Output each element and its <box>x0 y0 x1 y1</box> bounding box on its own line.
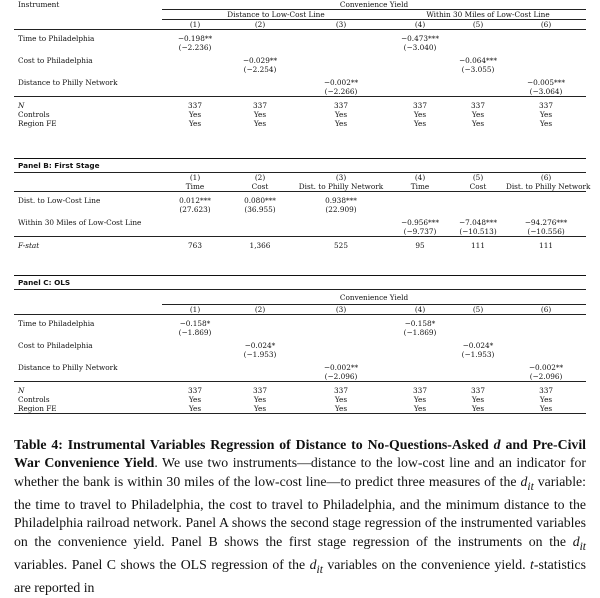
tstat-cell <box>390 87 450 97</box>
tstat-cell <box>506 328 586 337</box>
stat-cell: Yes <box>506 404 586 414</box>
tstat-cell: (36.955) <box>244 205 276 214</box>
col-number: (2) <box>228 173 292 183</box>
coef-cell <box>390 363 450 372</box>
tstat-cell <box>292 328 390 337</box>
stat-cell: Yes <box>334 395 348 404</box>
table-row <box>14 319 586 328</box>
coef-cell: −0.029** <box>242 56 278 65</box>
coef-cell <box>506 341 586 350</box>
coef-cell: −0.005*** <box>527 78 565 87</box>
tstat-cell: (−3.055) <box>461 65 495 74</box>
row-label: Distance to Philly Network <box>18 363 118 372</box>
coef-cell <box>162 78 228 87</box>
stat-cell: 337 <box>539 101 553 110</box>
col-subheader: Time <box>162 182 228 192</box>
panel-a-col-numbers <box>14 20 586 30</box>
table-row <box>14 363 586 372</box>
col-subheader: Cost <box>228 182 292 192</box>
coef-cell <box>450 196 506 205</box>
tstat-cell <box>390 205 450 214</box>
coef-cell: −0.002** <box>323 78 359 87</box>
tstat-row <box>14 227 586 237</box>
coef-cell <box>162 56 228 65</box>
col-number: (1) <box>162 305 228 315</box>
tstat-cell: (−1.869) <box>403 328 437 337</box>
row-label: Cost to Philadelphia <box>18 56 93 65</box>
coef-cell <box>506 56 586 65</box>
coef-cell <box>450 34 506 43</box>
tstat-cell <box>228 372 292 382</box>
row-label: Cost to Philadelphia <box>18 341 93 350</box>
tstat-row <box>14 350 586 359</box>
row-label: Controls <box>18 110 50 119</box>
coef-cell <box>506 34 586 43</box>
coef-cell <box>228 78 292 87</box>
row-label: Dist. to Low-Cost Line <box>18 196 101 205</box>
col-number: (3) <box>292 173 390 183</box>
stat-cell: Yes <box>188 395 202 404</box>
panel-c-col-numbers <box>14 305 586 315</box>
caption-text: variable: the time to travel to Philadelphia, the cost to travel to Philadelphia, and the minimum distance to the Philadelphia railroad network. Panel A shows the second stage regression of the instrumented variables on the convenience yield. Panel B shows the first stage regression of the instruments on the <box>14 473 587 549</box>
stat-cell: Yes <box>539 110 553 119</box>
stat-cell: Yes <box>253 395 267 404</box>
stat-cell: Yes <box>334 110 348 119</box>
tstat-cell <box>506 65 586 74</box>
tstat-cell <box>162 350 228 359</box>
coef-cell <box>390 341 450 350</box>
table-row <box>14 196 586 205</box>
tstat-cell <box>292 350 390 359</box>
tstat-cell: (−3.064) <box>506 87 586 97</box>
stat-cell: Yes <box>188 119 202 128</box>
panel-c-top-group-row <box>14 290 586 305</box>
stat-cell: 337 <box>253 101 267 110</box>
panel-a-table <box>14 0 586 128</box>
stat-cell: 111 <box>539 241 553 250</box>
col-number: (4) <box>390 173 450 183</box>
tstat-cell <box>506 205 586 214</box>
coef-cell <box>506 319 586 328</box>
coef-cell <box>292 218 390 227</box>
tstat-cell <box>390 65 450 74</box>
col-subheader: Time <box>390 182 450 192</box>
table-caption <box>14 436 586 598</box>
coef-cell: 0.012*** <box>179 196 211 205</box>
tstat-cell: (−2.236) <box>178 43 212 52</box>
stat-cell: 337 <box>188 386 202 395</box>
coef-cell: −94.276*** <box>524 218 568 227</box>
stat-cell: Yes <box>413 395 427 404</box>
caption-title-part-a: Instrumental Variables Regression of Distance to No-Questions-Asked <box>67 437 489 452</box>
col-number: (5) <box>450 20 506 30</box>
tstat-cell: (22.909) <box>325 205 357 214</box>
stat-cell: 337 <box>188 101 202 110</box>
coef-cell <box>162 218 228 227</box>
tstat-cell <box>228 43 292 52</box>
row-label: Region FE <box>14 404 162 414</box>
panel-a-top-group: Convenience Yield <box>162 0 586 10</box>
tstat-row <box>14 43 586 52</box>
coef-cell <box>228 319 292 328</box>
col-number: (5) <box>450 305 506 315</box>
tstat-cell <box>162 227 228 237</box>
coef-cell <box>506 196 586 205</box>
coef-cell: −0.473*** <box>401 34 439 43</box>
coef-cell <box>228 218 292 227</box>
row-label: Within 30 Miles of Low-Cost Line <box>18 218 142 227</box>
row-label: Distance to Philly Network <box>18 78 118 87</box>
row-label: Region FE <box>18 119 57 128</box>
caption-variable: d <box>309 556 317 572</box>
tstat-cell <box>292 43 390 52</box>
stat-cell: 337 <box>334 101 348 110</box>
tstat-cell <box>506 350 586 359</box>
stat-cell: Yes <box>253 110 267 119</box>
stat-cell: Yes <box>471 119 485 128</box>
col-number: (2) <box>228 305 292 315</box>
tstat-cell <box>228 87 292 97</box>
col-number: (3) <box>292 305 390 315</box>
tstat-cell: (−10.556) <box>506 227 586 237</box>
stat-cell: Yes <box>390 404 450 414</box>
tstat-cell: (−2.266) <box>292 87 390 97</box>
tstat-cell: (−1.953) <box>243 350 277 359</box>
coef-cell: −0.002** <box>528 363 564 372</box>
caption-variable: d <box>520 473 528 489</box>
coef-cell: −0.158* <box>404 319 436 328</box>
stat-cell: Yes <box>539 395 553 404</box>
stat-cell: 337 <box>413 101 427 110</box>
caption-text: variables. Panel C shows the OLS regression of the <box>14 556 310 572</box>
tstat-row <box>14 65 586 74</box>
stat-row-n <box>14 101 586 110</box>
caption-title-part-b: and Pre-Civil War Convenience Yield <box>14 437 586 471</box>
tstat-cell <box>292 65 390 74</box>
coef-cell <box>292 34 390 43</box>
panel-c-title: Panel C: OLS <box>14 276 586 290</box>
col-number: (4) <box>390 20 450 30</box>
coef-cell <box>292 56 390 65</box>
tstat-cell: (−1.869) <box>178 328 212 337</box>
stat-cell: 337 <box>334 386 348 395</box>
panel-b-table <box>14 158 591 250</box>
stat-row-controls <box>14 395 586 404</box>
stat-cell: 763 <box>188 241 202 250</box>
caption-text: -statistics are reported in <box>14 556 586 596</box>
stat-cell: 337 <box>413 386 427 395</box>
row-label: N <box>18 101 25 110</box>
table-row <box>14 341 586 350</box>
stat-cell: 111 <box>471 241 485 250</box>
caption-variable: d <box>572 533 580 549</box>
tstat-cell <box>292 227 390 237</box>
coef-cell: 0.080*** <box>244 196 276 205</box>
table-row <box>14 218 586 227</box>
coef-cell: −0.024* <box>462 341 494 350</box>
stat-cell: 95 <box>415 241 425 250</box>
coef-cell: −7.048*** <box>459 218 497 227</box>
tstat-cell: (−1.953) <box>461 350 495 359</box>
coef-cell <box>450 319 506 328</box>
tstat-row <box>14 328 586 337</box>
tstat-cell <box>450 328 506 337</box>
stat-cell: Yes <box>228 404 292 414</box>
stat-cell: 337 <box>253 386 267 395</box>
col-subheader: Dist. to Philly Network <box>506 182 591 191</box>
coef-cell <box>292 341 390 350</box>
coef-cell <box>450 363 506 372</box>
panel-b-col-numbers <box>14 173 586 183</box>
stat-cell: Yes <box>471 110 485 119</box>
stat-cell: Yes <box>188 110 202 119</box>
caption-text: . We use two instruments—distance to the low-cost line and an indicator for whether the bank is within 30 miles of the low-cost line—to predict three measures of the <box>14 455 586 489</box>
stat-cell: Yes <box>253 119 267 128</box>
panel-a-group-2: Within 30 Miles of Low-Cost Line <box>390 10 586 20</box>
stat-cell: Yes <box>413 110 427 119</box>
stat-cell: Yes <box>292 404 390 414</box>
tstat-cell <box>162 372 228 382</box>
row-label: F-stat <box>18 241 40 250</box>
col-number: (6) <box>506 20 586 30</box>
caption-variable-subscript: it <box>579 540 586 553</box>
col-number: (6) <box>506 173 586 183</box>
tstat-cell <box>390 372 450 382</box>
stat-row-n <box>14 386 586 395</box>
panel-b-title-row <box>14 159 586 173</box>
stat-cell: 337 <box>471 101 485 110</box>
tstat-row <box>14 87 586 97</box>
fstat-row <box>14 241 586 250</box>
row-label: N <box>18 386 25 395</box>
row-label: Controls <box>18 395 50 404</box>
tstat-cell <box>162 65 228 74</box>
col-number: (6) <box>506 305 586 315</box>
col-number: (5) <box>450 173 506 183</box>
tstat-cell <box>450 43 506 52</box>
panel-a-top-group-row <box>14 0 586 10</box>
coef-cell: −0.024* <box>244 341 276 350</box>
coef-cell <box>162 363 228 372</box>
tstat-cell: (−3.040) <box>403 43 437 52</box>
coef-cell <box>450 78 506 87</box>
panel-c-top-group: Convenience Yield <box>162 290 586 305</box>
tstat-cell <box>450 205 506 214</box>
tstat-cell: (−2.096) <box>292 372 390 382</box>
table-row <box>14 56 586 65</box>
tstat-cell <box>450 87 506 97</box>
tstat-cell: (−9.737) <box>390 227 450 237</box>
stat-cell: 337 <box>471 386 485 395</box>
panel-a-instrument-header: Instrument <box>18 0 60 9</box>
panel-b-subcols <box>14 182 586 192</box>
table-row <box>14 34 586 43</box>
stat-cell: Yes <box>162 404 228 414</box>
stat-cell: Yes <box>334 119 348 128</box>
panel-a-group-1: Distance to Low-Cost Line <box>162 10 390 20</box>
tstat-cell: (−2.254) <box>243 65 277 74</box>
coef-cell <box>390 196 450 205</box>
tstat-cell <box>228 328 292 337</box>
table-row <box>14 78 586 87</box>
coef-cell: −0.956*** <box>401 218 439 227</box>
stat-cell: Yes <box>539 119 553 128</box>
col-number: (1) <box>162 20 228 30</box>
coef-cell <box>292 319 390 328</box>
caption-variable-subscript: it <box>316 563 323 576</box>
coef-cell <box>162 341 228 350</box>
caption-title-variable: d <box>493 437 501 452</box>
panel-c-table <box>14 275 586 414</box>
coef-cell: 0.938*** <box>325 196 357 205</box>
tstat-cell: (27.623) <box>179 205 211 214</box>
coef-cell: −0.198** <box>177 34 213 43</box>
stat-cell: Yes <box>450 404 506 414</box>
stat-cell: 525 <box>334 241 348 250</box>
caption-text: variables on the convenience yield. <box>322 556 531 572</box>
tstat-cell <box>228 227 292 237</box>
col-number: (1) <box>162 173 228 183</box>
coef-cell: −0.064*** <box>459 56 497 65</box>
col-number: (2) <box>228 20 292 30</box>
coef-cell <box>390 56 450 65</box>
col-subheader: Cost <box>450 182 506 192</box>
tstat-cell: (−10.513) <box>450 227 506 237</box>
stat-cell: Yes <box>471 395 485 404</box>
coef-cell: −0.002** <box>323 363 359 372</box>
tstat-cell: (−2.096) <box>506 372 586 382</box>
col-subheader: Dist. to Philly Network <box>292 182 390 192</box>
stat-cell: 1,366 <box>249 241 271 250</box>
coef-cell <box>390 78 450 87</box>
tstat-cell <box>162 87 228 97</box>
stat-row-region-fe <box>14 119 586 128</box>
col-number: (3) <box>292 20 390 30</box>
stat-cell: Yes <box>413 119 427 128</box>
stat-row-controls <box>14 110 586 119</box>
tstat-cell <box>506 43 586 52</box>
stat-cell: 337 <box>539 386 553 395</box>
coef-cell <box>228 363 292 372</box>
panel-c-title-row <box>14 276 586 290</box>
tstat-cell <box>390 350 450 359</box>
panel-b-title: Panel B: First Stage <box>14 159 586 173</box>
caption-t-letter: t <box>530 556 534 572</box>
caption-table-number: Table 4: <box>14 437 63 452</box>
tstat-row <box>14 372 586 382</box>
coef-cell <box>228 34 292 43</box>
coef-cell: −0.158* <box>179 319 211 328</box>
stat-row-region-fe <box>14 404 586 414</box>
row-label: Time to Philadelphia <box>18 34 95 43</box>
caption-variable-subscript: it <box>527 480 534 493</box>
tstat-cell <box>450 372 506 382</box>
col-number: (4) <box>390 305 450 315</box>
row-label: Time to Philadelphia <box>18 319 95 328</box>
tstat-row <box>14 205 586 214</box>
